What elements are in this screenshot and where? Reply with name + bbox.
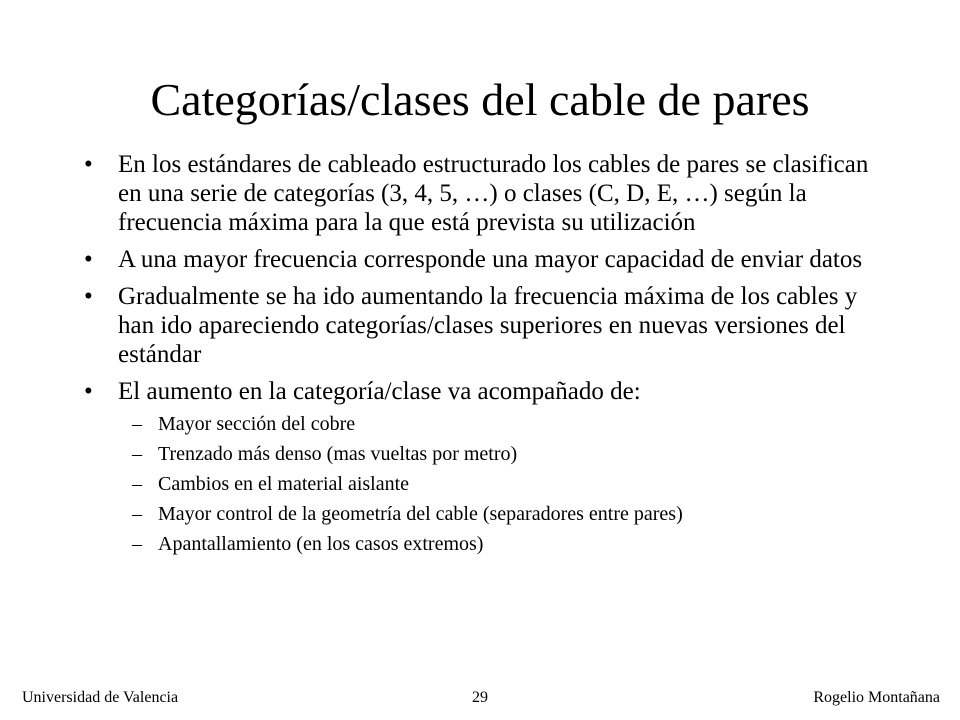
bullet-marker: •: [84, 378, 93, 405]
sub-marker: –: [132, 413, 142, 435]
sub-marker: –: [132, 443, 142, 465]
sub-item: [132, 442, 882, 466]
bullet-item: [82, 150, 882, 237]
sub-item-text: Cambios en el material aislante: [158, 473, 410, 495]
sub-item-text: Apantallamiento (en los casos extremos): [158, 533, 484, 555]
sub-item: [132, 412, 882, 436]
sub-item-text: Trenzado más denso (mas vueltas por metro): [158, 443, 518, 465]
bullet-list: [82, 150, 882, 564]
bullet-marker: •: [84, 283, 93, 310]
sub-item-text: Mayor control de la geometría del cable (separadores entre pares): [158, 503, 683, 525]
sub-list: [132, 412, 882, 556]
sub-marker: –: [132, 473, 142, 495]
bullet-text: Gradualmente se ha ido aumentando la frecuencia máxima de los cables y han ido apareciendo categorías/clases superiores en nuevas versiones del estándar: [118, 283, 858, 368]
bullet-item: [82, 377, 882, 556]
bullet-marker: •: [84, 151, 93, 178]
bullet-text: A una mayor frecuencia corresponde una mayor capacidad de enviar datos: [118, 246, 863, 273]
footer-institution: Universidad de Valencia: [22, 689, 179, 706]
bullet-item: [82, 282, 882, 369]
sub-item: [132, 472, 882, 496]
sub-marker: –: [132, 533, 142, 555]
bullet-item: [82, 245, 882, 274]
slide-title: Categorías/clases del cable de pares: [150, 74, 810, 125]
sub-marker: –: [132, 503, 142, 525]
sub-item: [132, 532, 882, 556]
sub-item: [132, 502, 882, 526]
footer-author: Rogelio Montañana: [813, 689, 940, 706]
bullet-text: El aumento en la categoría/clase va acompañado de:: [118, 378, 641, 405]
bullet-marker: •: [84, 246, 93, 273]
bullet-text: En los estándares de cableado estructurado los cables de pares se clasifican en una serie de categorías (3, 4, 5, …) o clases (C, D, E, …) según la frecuencia máxima para la que está prevista su utilización: [118, 151, 869, 236]
sub-item-text: Mayor sección del cobre: [158, 413, 356, 435]
footer-page-number: 29: [472, 689, 488, 706]
